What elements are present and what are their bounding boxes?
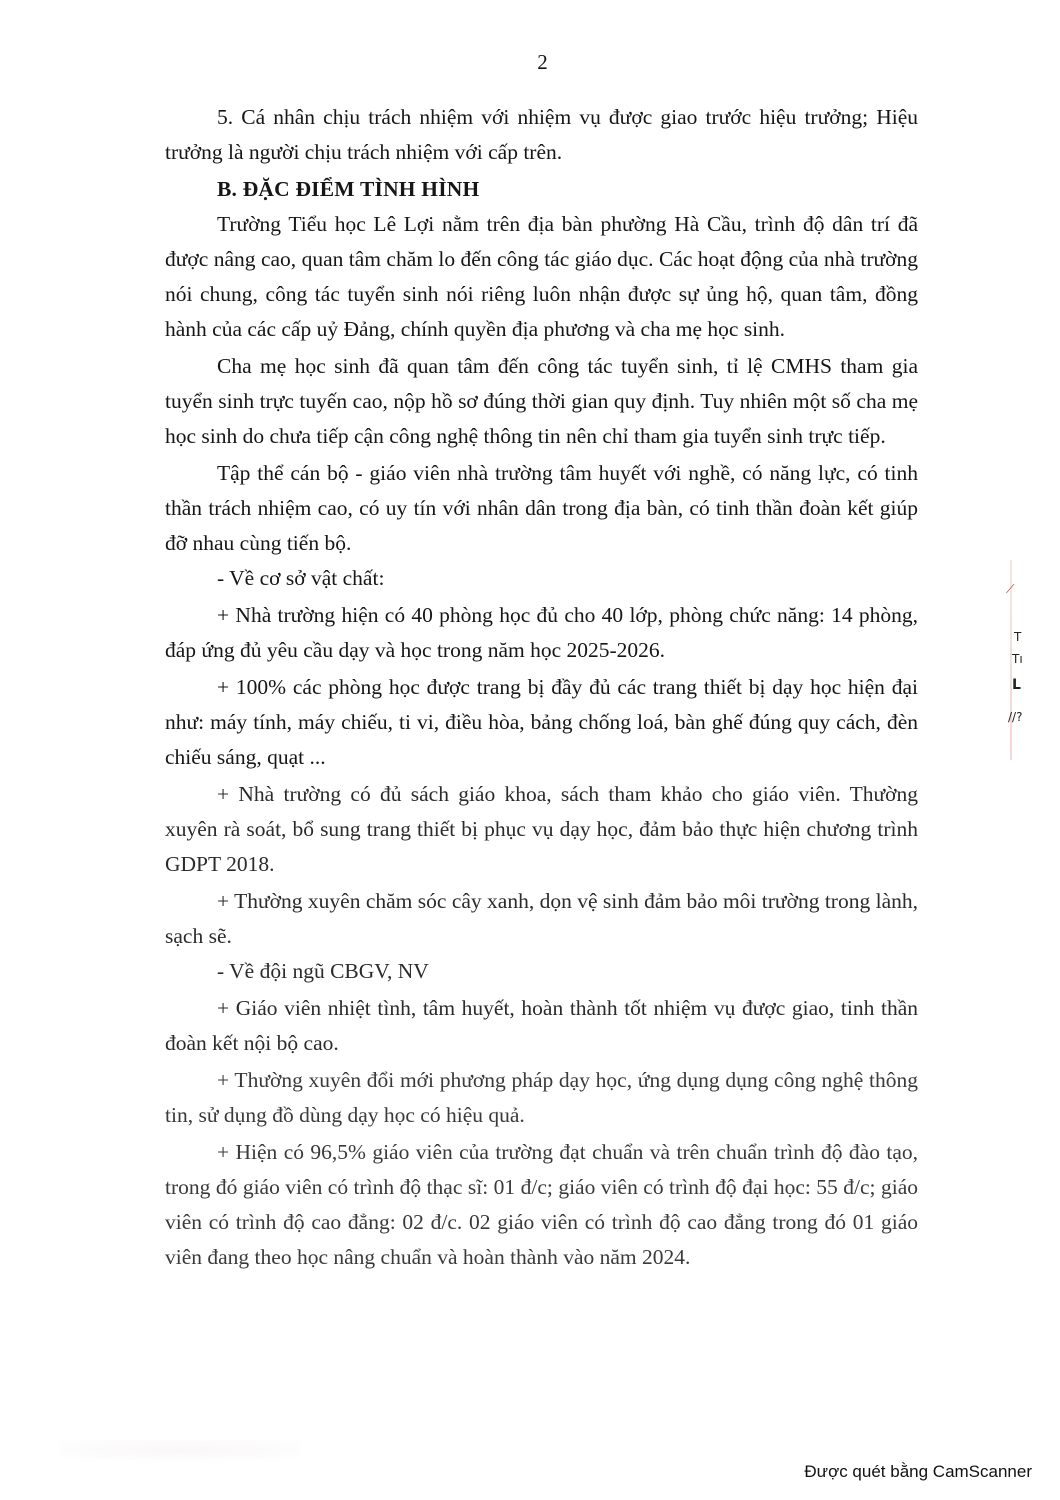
facility-item-rooms: + Nhà trường hiện có 40 phòng học đủ cho 40 lớp, phòng chức năng: 14 phòng, đáp ứng đủ yêu cầu dạy và học trong năm học 2025-2026. <box>165 603 918 662</box>
subheading-facilities: - Về cơ sở vật chất: <box>217 566 385 590</box>
facility-item-textbooks: + Nhà trường có đủ sách giáo khoa, sách tham khảo cho giáo viên. Thường xuyên rà soát, bổ sung trang thiết bị phục vụ dạy học, đảm bảo thực hiện chương trình GDPT 2018. <box>165 782 918 876</box>
scan-stain <box>60 1440 300 1460</box>
paragraph-staff-collective: Tập thể cán bộ - giáo viên nhà trường tâm huyết với nghề, có năng lực, có tinh thần trách nhiệm cao, có uy tín với nhân dân trong địa bàn, có tinh thần đoàn kết giúp đỡ nhau cùng tiến bộ. <box>165 461 918 555</box>
staff-item-dedication: + Giáo viên nhiệt tình, tâm huyết, hoàn thành tốt nhiệm vụ được giao, tinh thần đoàn kết nội bộ cao. <box>165 996 918 1055</box>
section-heading-b: B. ĐẶC ĐIỂM TÌNH HÌNH <box>217 177 480 201</box>
staff-item-qualifications: + Hiện có 96,5% giáo viên của trường đạt chuẩn và trên chuẩn trình độ đào tạo, trong đó giáo viên có trình độ thạc sĩ: 01 đ/c; giáo viên có trình độ đại học: 55 đ/c; giáo viên có trình độ cao đẳng: 02 đ/c. 02 giáo viên có trình độ cao đẳng trong đó 01 giáo viên đang theo học nâng chuẩn và hoàn thành vào năm 2024. <box>165 1140 918 1269</box>
staff-item-methods: + Thường xuyên đổi mới phương pháp dạy học, ứng dụng dụng công nghệ thông tin, sử dụng đồ dùng dạy học có hiệu quả. <box>165 1068 918 1127</box>
margin-mark-4: //? <box>1008 710 1023 724</box>
subheading-staff: - Về đội ngũ CBGV, NV <box>217 959 429 983</box>
camscanner-watermark: Được quét bằng CamScanner <box>804 1462 1032 1481</box>
facility-item-equipment: + 100% các phòng học được trang bị đầy đủ các trang thiết bị dạy học hiện đại như: máy tính, máy chiếu, ti vi, điều hòa, bảng chống loá, bàn ghế đúng quy cách, đèn chiếu sáng, quạt ... <box>165 675 918 769</box>
margin-mark-3: L <box>1012 677 1021 693</box>
margin-marks <box>1008 580 1032 750</box>
margin-mark-1: T <box>1014 630 1022 644</box>
document-body <box>165 100 918 1275</box>
facility-item-environment: + Thường xuyên chăm sóc cây xanh, dọn vệ sinh đảm bảo môi trường trong lành, sạch sẽ. <box>165 889 918 948</box>
paragraph-school-location: Trường Tiểu học Lê Lợi nằm trên địa bàn phường Hà Cầu, trình độ dân trí đã được nâng cao, quan tâm chăm lo đến công tác giáo dục. Các hoạt động của nhà trường nói chung, công tác tuyển sinh nói riêng luôn nhận được sự ủng hộ, quan tâm, đồng hành của các cấp uỷ Đảng, chính quyền địa phương và cha mẹ học sinh. <box>165 212 918 341</box>
paragraph-parents: Cha mẹ học sinh đã quan tâm đến công tác tuyển sinh, tỉ lệ CMHS tham gia tuyển sinh trực tuyến cao, nộp hồ sơ đúng thời gian quy định. Tuy nhiên một số cha mẹ học sinh do chưa tiếp cận công nghệ thông tin nên chỉ tham gia tuyển sinh trực tiếp. <box>165 354 918 448</box>
margin-mark-2: Tı <box>1012 652 1023 666</box>
margin-mark-scribble: ⟋ <box>1006 582 1015 596</box>
paragraph-responsibility: 5. Cá nhân chịu trách nhiệm với nhiệm vụ được giao trước hiệu trưởng; Hiệu trưởng là người chịu trách nhiệm với cấp trên. <box>165 105 918 164</box>
page-number: 2 <box>537 50 548 74</box>
